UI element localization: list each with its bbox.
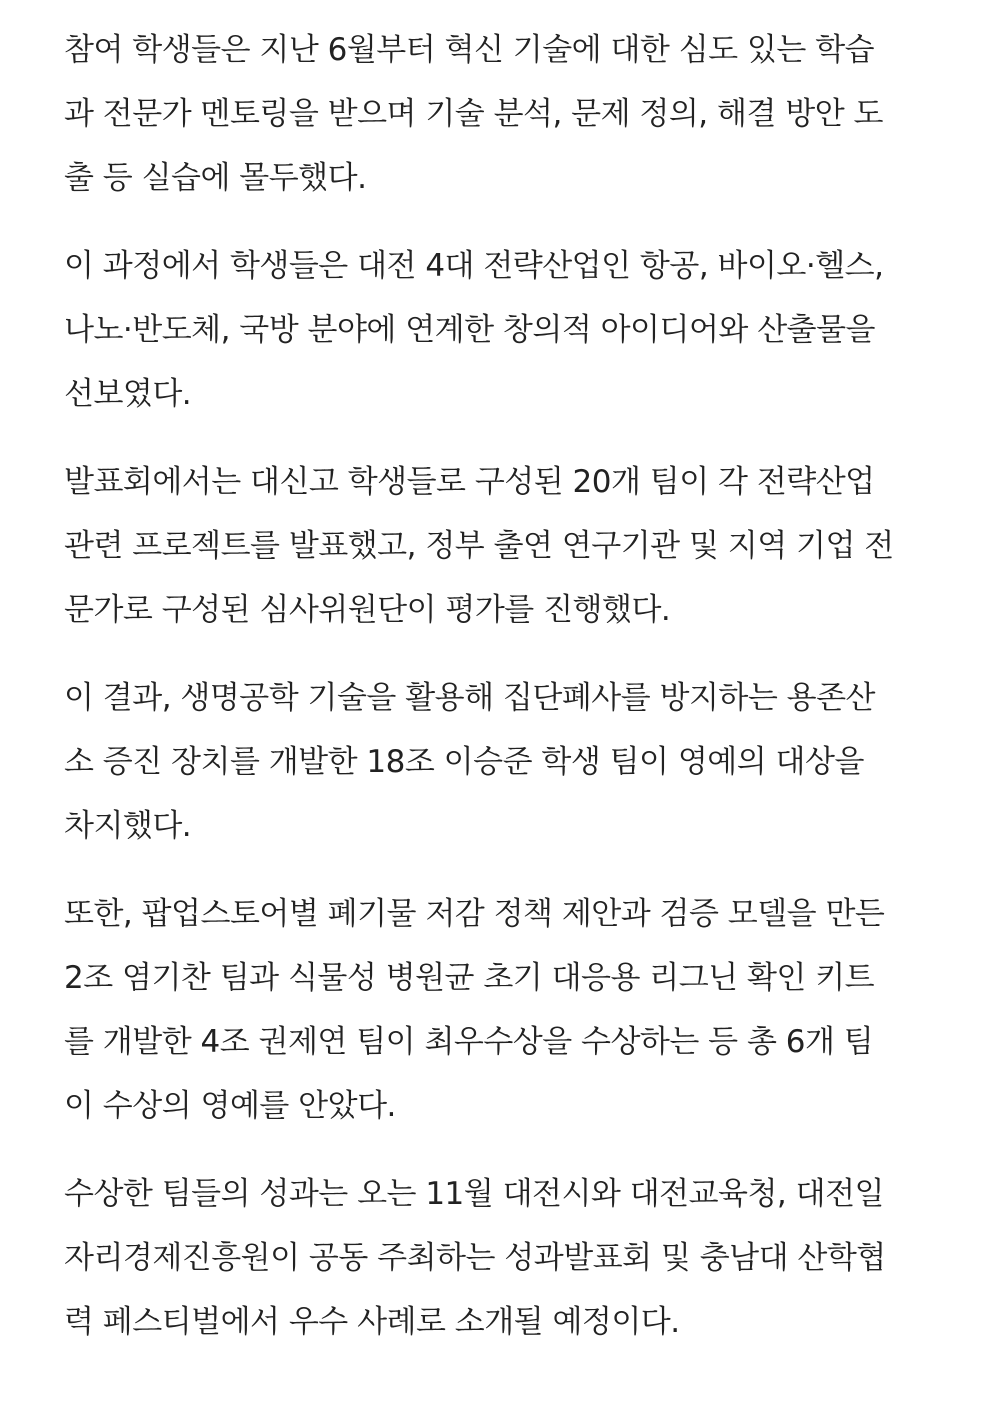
paragraph-line: 발표회에서는 대신고 학생들로 구성된 20개 팀이 각 전략산업	[64, 464, 875, 500]
paragraph-showcase	[64, 1162, 944, 1354]
paragraph-line: 이 수상의 영예를 안았다.	[64, 1088, 396, 1124]
paragraph-line: 자리경제진흥원이 공동 주최하는 성과발표회 및 충남대 산학협	[64, 1240, 886, 1276]
paragraph-grand-prize	[64, 666, 944, 858]
paragraph-line: 이 결과, 생명공학 기술을 활용해 집단폐사를 방지하는 용존산	[64, 680, 875, 716]
paragraph-line: 나노·반도체, 국방 분야에 연계한 창의적 아이디어와 산출물을	[64, 312, 875, 348]
paragraph-line: 관련 프로젝트를 발표했고, 정부 출연 연구기관 및 지역 기업 전	[64, 528, 894, 564]
paragraph-line: 력 페스티벌에서 우수 사례로 소개될 예정이다.	[64, 1304, 680, 1340]
paragraph-line: 출 등 실습에 몰두했다.	[64, 160, 367, 196]
paragraph-line: 이 과정에서 학생들은 대전 4대 전략산업인 항공, 바이오·헬스,	[64, 248, 884, 284]
paragraph-line: 2조 염기찬 팀과 식물성 병원균 초기 대응용 리그닌 확인 키트	[64, 960, 875, 996]
paragraph-strategic-industries	[64, 234, 944, 426]
paragraph-participation	[64, 18, 944, 210]
paragraph-line: 수상한 팀들의 성과는 오는 11월 대전시와 대전교육청, 대전일	[64, 1176, 884, 1212]
paragraph-line: 를 개발한 4조 권제연 팀이 최우수상을 수상하는 등 총 6개 팀	[64, 1024, 874, 1060]
paragraph-line: 차지했다.	[64, 808, 192, 844]
paragraph-excellence-award	[64, 882, 944, 1138]
paragraph-line: 과 전문가 멘토링을 받으며 기술 분석, 문제 정의, 해결 방안 도	[64, 96, 883, 132]
paragraph-line: 또한, 팝업스토어별 폐기물 저감 정책 제안과 검증 모델을 만든	[64, 896, 885, 932]
paragraph-line: 소 증진 장치를 개발한 18조 이승준 학생 팀이 영예의 대상을	[64, 744, 864, 780]
paragraph-presentation	[64, 450, 944, 642]
paragraph-line: 선보였다.	[64, 376, 192, 412]
paragraph-line: 문가로 구성된 심사위원단이 평가를 진행했다.	[64, 592, 671, 628]
article-body	[64, 18, 944, 1378]
paragraph-line: 참여 학생들은 지난 6월부터 혁신 기술에 대한 심도 있는 학습	[64, 32, 875, 68]
